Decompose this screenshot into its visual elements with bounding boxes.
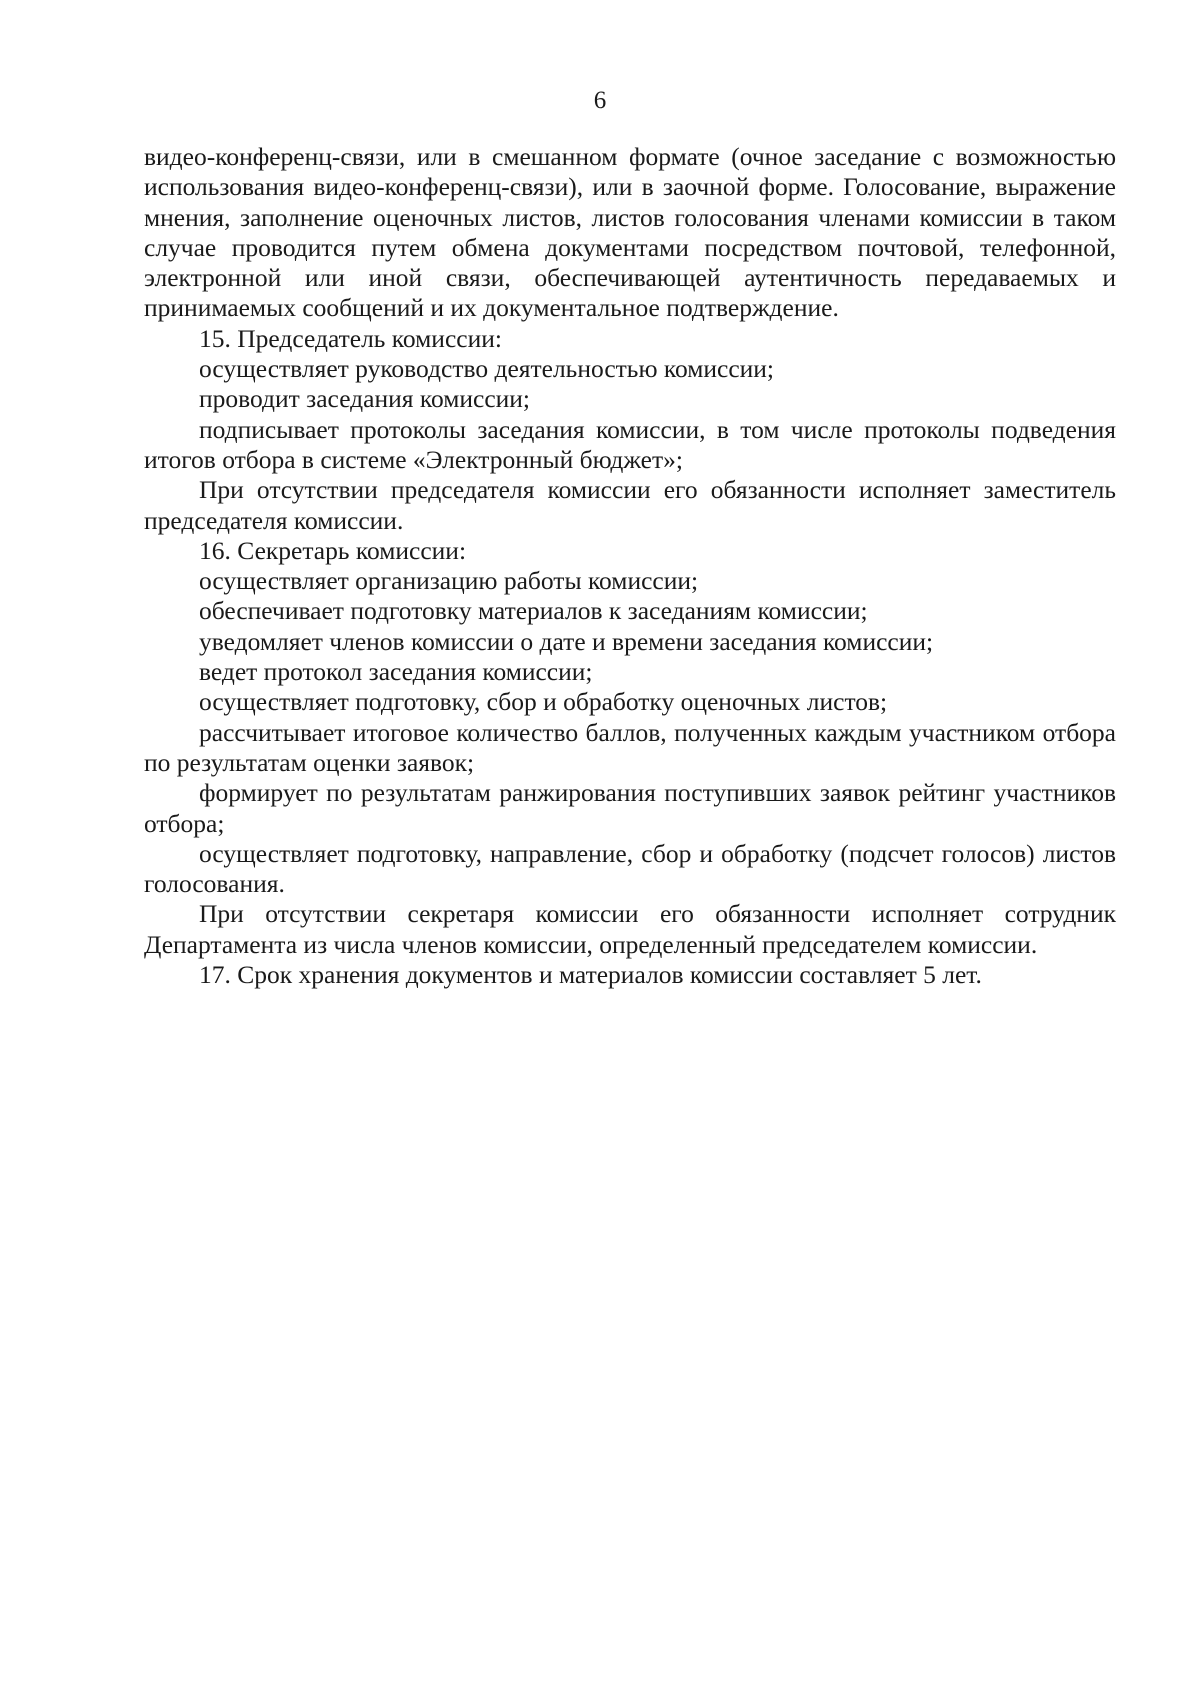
paragraph: осуществляет подготовку, сбор и обработку оценочных листов; [199,687,888,717]
paragraph-item-17: 17. Срок хранения документов и материалов комиссии составляет 5 лет. [199,960,982,990]
paragraph-item-16-heading: 16. Секретарь комиссии: [199,535,467,565]
paragraph: ведет протокол заседания комиссии; [199,657,593,687]
paragraph: обеспечивает подготовку материалов к заседаниям комиссии; [199,596,868,626]
paragraph: рассчитывает итоговое количество баллов, полученных каждым участником отбора по результатам оценки заявок; [144,717,1116,777]
paragraph: При отсутствии секретаря комиссии его обязанности исполняет сотрудник Департамента из числа членов комиссии, определенный председателем комиссии. [144,899,1116,959]
paragraph: формирует по результатам ранжирования поступивших заявок рейтинг участников отбора; [144,778,1116,838]
paragraph: проводит заседания комиссии; [199,384,531,414]
page-number: 6 [593,87,607,114]
paragraph: уведомляет членов комиссии о дате и времени заседания комиссии; [199,626,934,656]
paragraph-continuation: видео-конференц-связи, или в смешанном формате (очное заседание с возможностью использования видео-конференц-связи), или в заочной форме. Голосование, выражение мнения, заполнение оценочных листов, листов голосования членами комиссии в таком случае проводится путем обмена документами посредством почтовой, телефонной, электронной или иной связи, обеспечивающей аутентичность передаваемых и принимаемых сообщений и их документальное подтверждение. [144,142,1116,323]
paragraph: При отсутствии председателя комиссии его обязанности исполняет заместитель председателя комиссии. [144,475,1116,535]
paragraph: подписывает протоколы заседания комиссии, в том числе протоколы подведения итогов отбора в системе «Электронный бюджет»; [144,414,1116,474]
paragraph: осуществляет подготовку, направление, сбор и обработку (подсчет голосов) листов голосования. [144,838,1116,899]
paragraph: осуществляет организацию работы комиссии; [199,566,699,596]
document-body [144,142,1116,990]
paragraph: осуществляет руководство деятельностью комиссии; [199,354,775,384]
paragraph-item-15-heading: 15. Председатель комиссии: [199,323,502,353]
